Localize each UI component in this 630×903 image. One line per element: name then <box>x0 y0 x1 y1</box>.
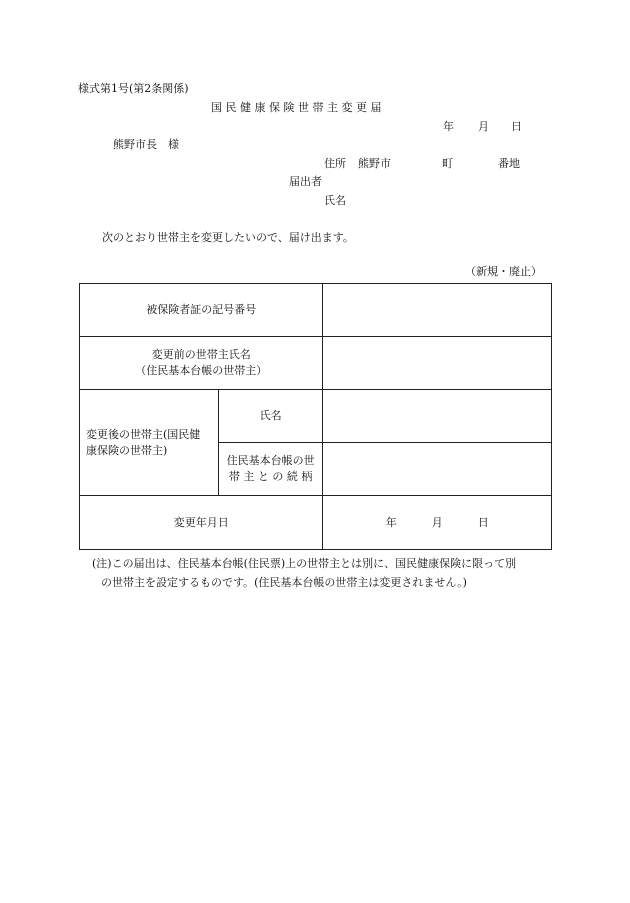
date-year-label: 年 <box>443 120 454 133</box>
footnote-line1: (注)この届出は、住民基本台帳(住民票)上の世帯主とは別に、国民健康保険に限って別 <box>92 557 517 570</box>
table-row <box>80 390 552 443</box>
footnote-line2: の世帯主を設定するものです。(住民基本台帳の世帯主は変更されません。) <box>101 576 467 589</box>
table-row <box>80 337 552 390</box>
change-date-field[interactable] <box>323 496 552 550</box>
addressee: 熊野市長 様 <box>113 138 179 151</box>
new-head-label <box>80 390 219 496</box>
prev-head-field[interactable] <box>323 337 552 390</box>
prev-head-line1: 変更前の世帯主氏名 <box>151 348 251 361</box>
change-month: 月 <box>431 515 443 529</box>
date-day-label: 日 <box>511 120 522 133</box>
applicant-name-label: 氏名 <box>324 194 346 207</box>
address-lot: 番地 <box>498 157 520 170</box>
new-head-name-field[interactable] <box>323 390 552 443</box>
form-title: 国 民 健 康 保 険 世 帯 主 変 更 届 <box>211 101 382 114</box>
prev-head-line2: （住民基本台帳の世帯主） <box>135 364 268 377</box>
relation-field[interactable] <box>323 443 552 496</box>
relation-line1: 住民基本台帳の世 <box>226 454 315 467</box>
date-month-label: 月 <box>478 120 489 133</box>
relation-line2: 帯 主 と の 続 柄 <box>228 470 313 483</box>
address-label: 住所 <box>324 157 346 170</box>
form-number: 様式第1号(第2条関係) <box>78 82 189 95</box>
address-town: 町 <box>442 157 453 170</box>
footnote <box>92 554 552 592</box>
address-city: 熊野市 <box>358 157 391 170</box>
prev-head-label <box>80 337 323 390</box>
change-form-table <box>79 283 552 550</box>
new-head-line1: 変更後の世帯主(国民健 <box>86 427 201 441</box>
applicant-label: 届出者 <box>289 175 322 188</box>
new-head-name-label: 氏名 <box>218 390 323 443</box>
change-date-label: 変更年月日 <box>80 496 323 550</box>
intro-text: 次のとおり世帯主を変更したいので、届け出ます。 <box>102 231 354 244</box>
table-row <box>80 496 552 550</box>
insurance-number-field[interactable] <box>323 284 552 337</box>
relation-label <box>218 443 323 496</box>
change-year: 年 <box>385 515 397 529</box>
category-label: （新規・廃止） <box>465 265 542 278</box>
new-head-line2: 康保険の世帯主) <box>86 443 168 457</box>
table-row <box>80 284 552 337</box>
insurance-number-label: 被保険者証の記号番号 <box>80 284 323 337</box>
change-day: 日 <box>477 515 489 529</box>
